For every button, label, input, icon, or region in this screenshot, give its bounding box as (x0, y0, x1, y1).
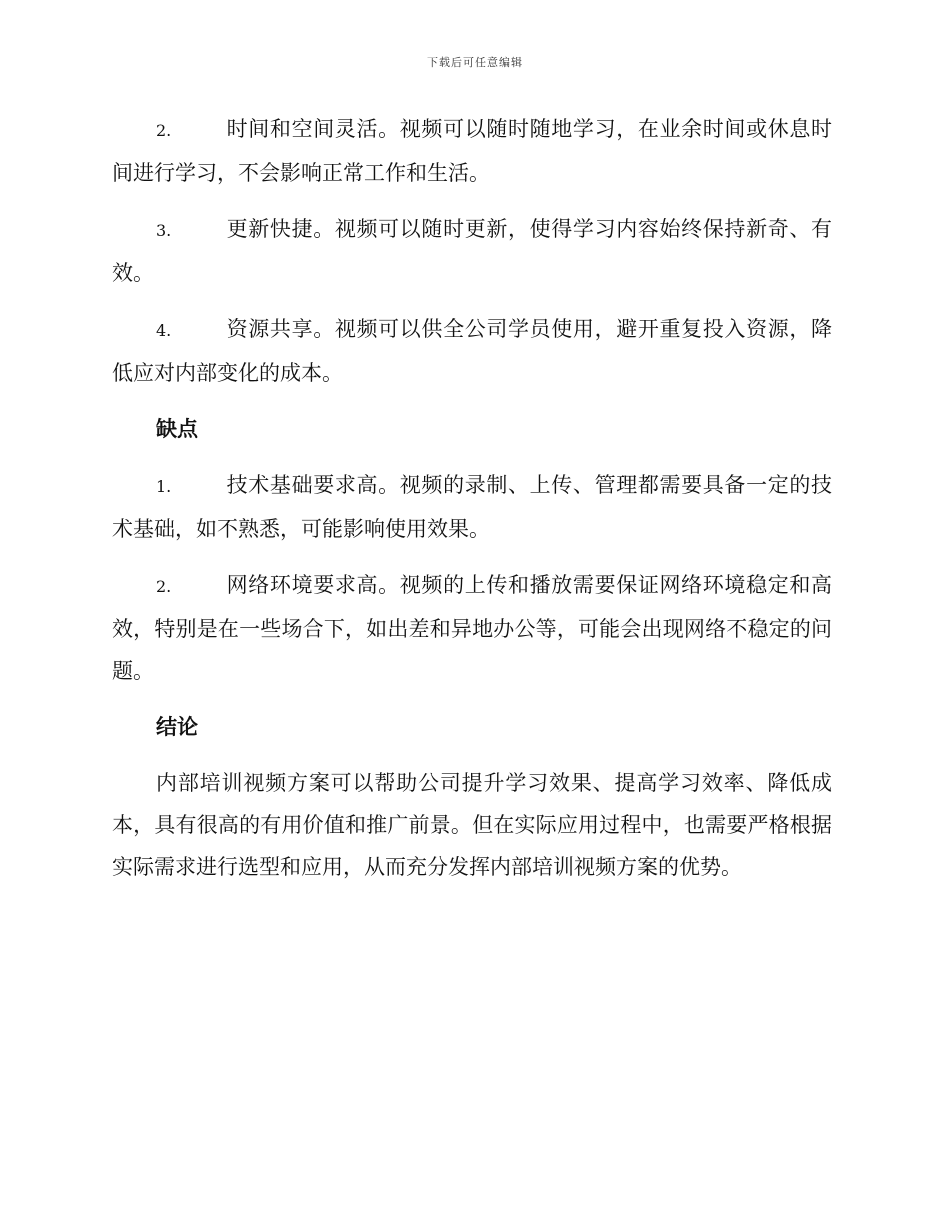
list-item-text: 时间和空间灵活。视频可以随时随地学习，在业余时间或休息时间进行学习，不会影响正常工作和生活。 (112, 117, 832, 185)
list-item-text: 资源共享。视频可以供全公司学员使用，避开重复投入资源，降低应对内部变化的成本。 (112, 317, 832, 385)
section-heading-conclusion: 结论 (156, 714, 198, 739)
list-number: 3. (156, 221, 172, 240)
advantage-item (112, 108, 832, 194)
list-item-text: 网络环境要求高。视频的上传和播放需要保证网络环境稳定和高效，特别是在一些场合下，如出差和异地办公等，可能会出现网络不稳定的问题。 (112, 573, 832, 683)
page-header-note: 下载后可任意编辑 (427, 56, 523, 69)
list-number: 2. (156, 121, 172, 140)
list-item-text: 更新快捷。视频可以随时更新，使得学习内容始终保持新奇、有效。 (112, 217, 832, 285)
conclusion-paragraph: 内部培训视频方案可以帮助公司提升学习效果、提高学习效率、降低成本，具有很高的有用价值和推广前景。但在实际应用过程中，也需要严格根据实际需求进行选型和应用，从而充分发挥内部培训视频方案的优势。 (112, 771, 832, 879)
list-number: 4. (156, 321, 172, 340)
advantage-item (112, 308, 832, 394)
list-number: 1. (156, 477, 172, 496)
document-body (112, 108, 832, 888)
list-item-text: 技术基础要求高。视频的录制、上传、管理都需要具备一定的技术基础，如不熟悉，可能影响使用效果。 (112, 473, 832, 541)
advantage-item (112, 208, 832, 294)
disadvantage-item (112, 564, 832, 692)
disadvantage-item (112, 464, 832, 550)
section-heading-disadvantages: 缺点 (156, 416, 198, 441)
list-number: 2. (156, 577, 172, 596)
